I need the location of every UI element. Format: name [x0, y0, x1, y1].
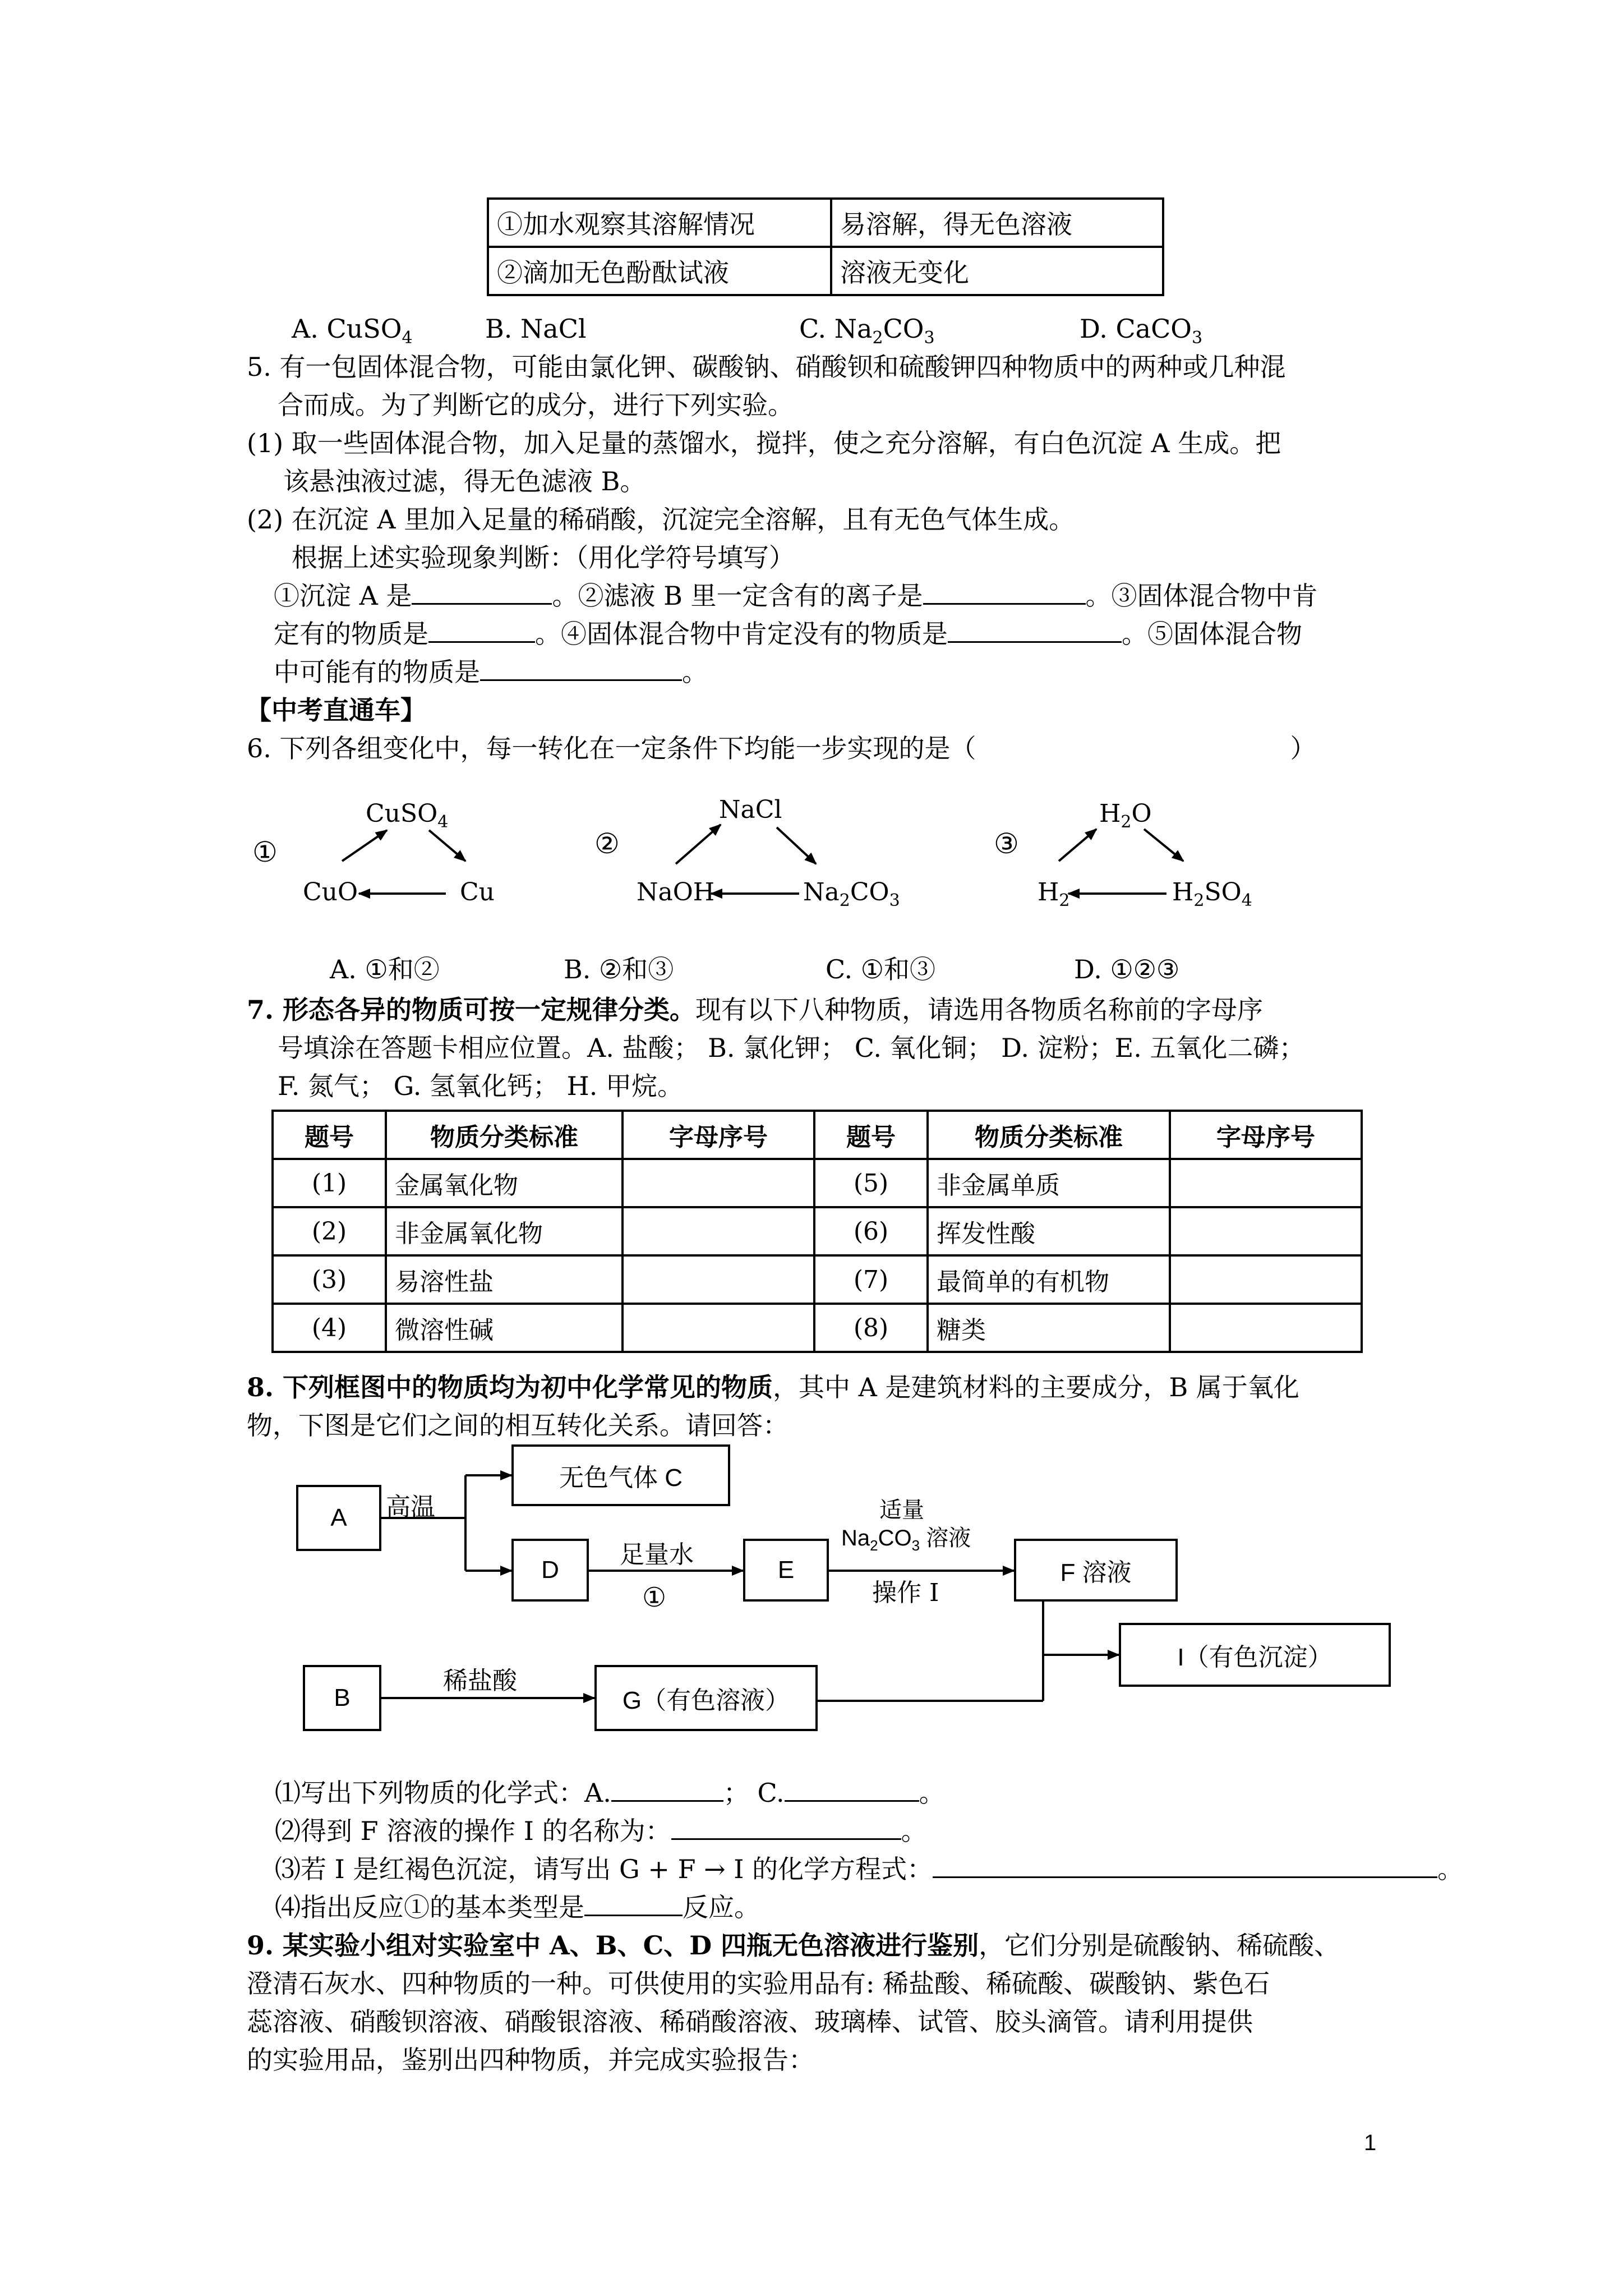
diagram-3-left: $H_2$ [1038, 878, 1070, 910]
q4-option-b: B. NaCl [485, 314, 587, 344]
q8-line: 8. 下列框图中的物质均为初中化学常见的物质，其中 A 是建筑材料的主要成分，B 属于氧化 [247, 1372, 1299, 1402]
diagram-2-number: ② [594, 827, 620, 860]
q7-line: 号填涂在答题卡相应位置。A. 盐酸； B. 氯化钾； C. 氧化铜； D. 淀粉；E. 五氧化二磷； [278, 1033, 1305, 1063]
column-header: 题号 [814, 1111, 928, 1159]
diagram-2-top: NaCl [719, 795, 782, 824]
answer-blank[interactable] [611, 1774, 723, 1802]
box-e: E [743, 1539, 829, 1602]
answer-blank[interactable] [785, 1774, 919, 1802]
q9-line: 的实验用品，鉴别出四种物质，并完成实验报告： [247, 2045, 814, 2075]
q9-line: 9. 某实验小组对实验室中 A、B、C、D 四瓶无色溶液进行鉴别，它们分别是硫酸钠、稀硫酸、 [247, 1930, 1340, 1961]
diagram-1-right: Cu [460, 878, 495, 907]
answer-blank[interactable] [584, 1889, 683, 1916]
table-cell: (5) [814, 1159, 928, 1207]
q6-option-d: D. ①②③ [1074, 954, 1180, 984]
q8-sub-4: ⑷指出反应①的基本类型是 反应。 [275, 1886, 760, 1929]
box-b: B [303, 1665, 381, 1731]
q5-line: 该悬浊液过滤，得无色滤液 B。 [283, 466, 646, 496]
diagram-3-right: $H_2SO_4$ [1172, 878, 1252, 910]
column-header: 字母序号 [623, 1111, 814, 1159]
box-d: D [511, 1539, 589, 1602]
q5-line: ①沉淀 A 是 。②滤液 B 里一定含有的离子是 。③固体混合物中肯 [274, 574, 1318, 617]
table-cell: 金属氧化物 [386, 1159, 623, 1207]
table-cell: ①加水观察其溶解情况 [488, 199, 831, 247]
label-shiliang: 适量 [879, 1497, 924, 1523]
q7-line: F. 氮气； G. 氢氧化钙； H. 甲烷。 [278, 1071, 683, 1101]
box-i: I（有色沉淀） [1119, 1623, 1391, 1687]
box-c: 无色气体 C [511, 1444, 730, 1506]
q5-line: 5. 有一包固体混合物，可能由氯化钾、碳酸钠、硝酸钡和硫酸钾四种物质中的两种或几种混 [247, 352, 1286, 382]
q5-line: 根据上述实验现象判断：（用化学符号填写） [292, 542, 795, 573]
q4-option-a: A. CuSO$_4$ [292, 314, 413, 348]
table-cell: 微溶性碱 [386, 1304, 623, 1352]
q8-sub-1: ⑴写出下列物质的化学式：A. ； C. 。 [275, 1772, 945, 1814]
diagram-3-top: $H_2O$ [1099, 799, 1152, 832]
q4-option-c: C. $Na_2CO_3$ [799, 314, 935, 348]
table-cell: ②滴加无色酚酞试液 [488, 247, 831, 295]
table-cell: (7) [814, 1255, 928, 1304]
table-cell: (6) [814, 1207, 928, 1255]
diagram-3-number: ③ [994, 827, 1019, 860]
q9-line: 蕊溶液、硝酸钡溶液、硝酸银溶液、稀硝酸溶液、玻璃棒、试管、胶头滴管。请利用提供 [247, 2007, 1253, 2037]
box-g: G（有色溶液） [594, 1665, 818, 1731]
table-cell: (2) [273, 1207, 386, 1255]
table-cell: 挥发性酸 [928, 1207, 1170, 1255]
q5-line: (2) 在沉淀 A 里加入足量的稀硝酸，沉淀完全溶解，且有无色气体生成。 [247, 504, 1075, 535]
section-title: 【中考直通车】 [246, 695, 426, 725]
diagram-1-left: CuO [303, 878, 358, 907]
box-f: F 溶液 [1014, 1539, 1178, 1602]
q6-option-c: C. ①和③ [826, 954, 936, 984]
q5-line: 中可能有的物质是 。 [274, 651, 708, 693]
answer-blank[interactable] [933, 1851, 1437, 1878]
q6-option-b: B. ②和③ [564, 954, 674, 984]
diagram-2-left: NaOH [637, 878, 715, 907]
table-cell: 易溶性盐 [386, 1255, 623, 1304]
table-cell: (1) [273, 1159, 386, 1207]
q8-line: 物，下图是它们之间的相互转化关系。请回答： [247, 1410, 789, 1441]
table-cell: (3) [273, 1255, 386, 1304]
q7-line: 7. 形态各异的物质可按一定规律分类。现有以下八种物质，请选用各物质名称前的字母序 [247, 995, 1264, 1025]
table-cell: 溶液无变化 [831, 247, 1163, 295]
label-reagent: $Na_2CO_3$ 溶液 [841, 1526, 971, 1554]
table-cell: 最简单的有机物 [928, 1255, 1170, 1304]
q6-stem: 6. 下列各组变化中，每一转化在一定条件下均能一步实现的是（ ） [247, 733, 1316, 763]
column-header: 物质分类标准 [928, 1111, 1170, 1159]
table-cell: 糖类 [928, 1304, 1170, 1352]
label-gaowen: 高温 [386, 1493, 435, 1521]
q5-line: (1) 取一些固体混合物，加入足量的蒸馏水，搅拌，使之充分溶解，有白色沉淀 A 生成。把 [247, 428, 1281, 458]
table-cell: (8) [814, 1304, 928, 1352]
q4-option-d: D. CaCO$_3$ [1080, 314, 1203, 348]
q8-sub-3: ⑶若 I 是红褐色沉淀，请写出 G + F → I 的化学方程式： 。 [275, 1848, 1463, 1890]
label-reaction-1: ① [642, 1582, 667, 1613]
diagram-2-right: $Na_2CO_3$ [803, 878, 900, 910]
diagram-1-number: ① [252, 836, 278, 868]
answer-blank[interactable] [671, 1812, 901, 1840]
q5-line: 合而成。为了判断它的成分，进行下列实验。 [278, 390, 794, 420]
q6-option-a: A. ①和② [330, 954, 440, 984]
table-cell: 非金属氧化物 [386, 1207, 623, 1255]
diagram-1-top: CuSO$_4$ [366, 799, 449, 832]
table-cell: 易溶解，得无色溶液 [831, 199, 1163, 247]
column-header: 字母序号 [1170, 1111, 1362, 1159]
table-cell: 非金属单质 [928, 1159, 1170, 1207]
q8-sub-2: ⑵得到 F 溶液的操作 I 的名称为： 。 [275, 1810, 927, 1852]
box-a: A [296, 1485, 381, 1551]
q9-line: 澄清石灰水、四种物质的一种。可供使用的实验用品有: 稀盐酸、稀硫酸、碳酸钠、紫色石 [247, 1968, 1270, 1999]
q5-line: 定有的物质是 。④固体混合物中肯定没有的物质是 。⑤固体混合物 [274, 613, 1302, 655]
page-number: 1 [1364, 2131, 1377, 2155]
label-xiyansuan: 稀盐酸 [443, 1667, 517, 1695]
label-operation-1: 操作 I [872, 1579, 939, 1607]
table-cell: (4) [273, 1304, 386, 1352]
column-header: 题号 [273, 1111, 386, 1159]
label-zuliangshui: 足量水 [620, 1540, 694, 1569]
column-header: 物质分类标准 [386, 1111, 623, 1159]
